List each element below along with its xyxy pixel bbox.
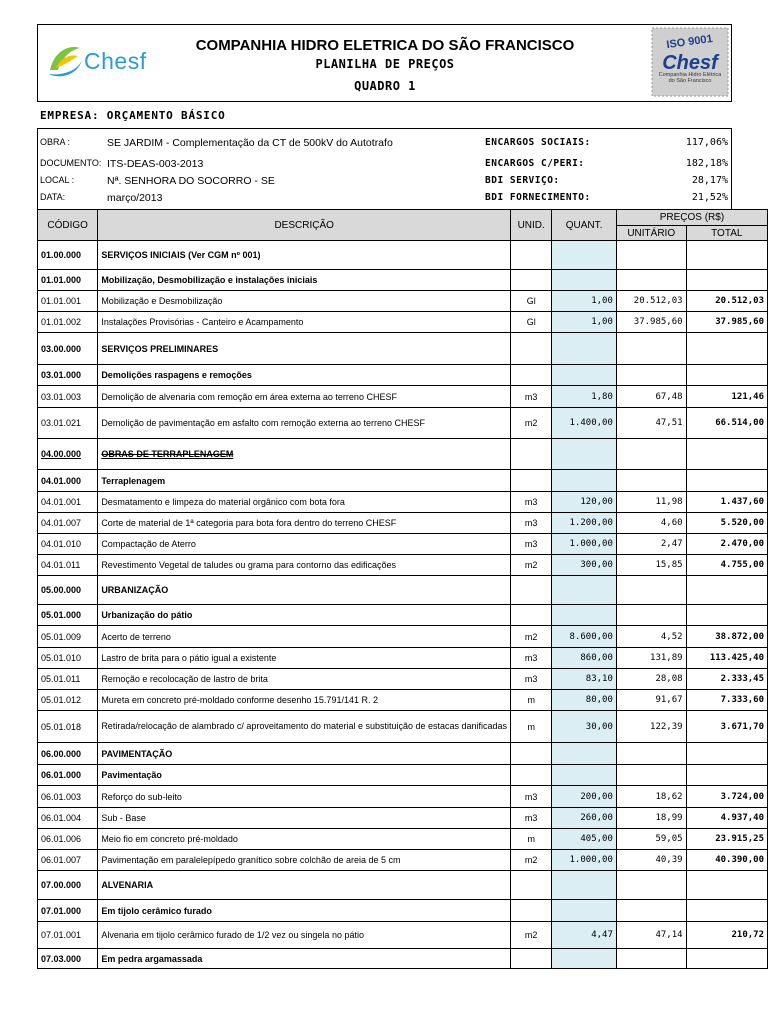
row-description: SERVIÇOS INICIAIS (Ver CGM nº 001) xyxy=(98,241,511,270)
row-description: Alvenaria em tijolo cerâmico furado de 1/2 vez ou singela no pátio xyxy=(98,922,511,949)
documento-value: ITS-DEAS-003-2013 xyxy=(107,158,204,170)
row-description: ALVENARIA xyxy=(98,871,511,900)
row-total: 38.872,00 xyxy=(686,626,767,648)
documento-label: DOCUMENTO: xyxy=(40,158,102,168)
row-code: 04.00.000 xyxy=(38,439,98,470)
row-description: Terraplenagem xyxy=(98,470,511,492)
row-code: 06.01.004 xyxy=(38,808,98,829)
row-code: 05.01.012 xyxy=(38,690,98,711)
row-code: 04.01.007 xyxy=(38,513,98,534)
row-total: 3.724,00 xyxy=(686,786,767,808)
row-total: 2.470,00 xyxy=(686,534,767,555)
bdi-fornecimento-value: 21,52% xyxy=(691,192,728,203)
row-total: 40.390,00 xyxy=(686,850,767,871)
info-block xyxy=(37,128,732,211)
row-unit-price xyxy=(616,270,686,291)
row-unit xyxy=(511,365,552,386)
table-row xyxy=(38,648,768,669)
seal-brand-text: Chesf xyxy=(662,52,718,74)
price-table xyxy=(37,209,768,969)
row-unit: Gl xyxy=(511,291,552,312)
row-description: SERVIÇOS PRELIMINARES xyxy=(98,333,511,365)
row-description: Mureta em concreto pré-moldado conforme desenho 15.791/141 R. 2 xyxy=(98,690,511,711)
row-total xyxy=(686,576,767,605)
row-total xyxy=(686,439,767,470)
row-description: Corte de material de 1ª categoria para bota fora dentro do terreno CHESF xyxy=(98,513,511,534)
header-quant: QUANT. xyxy=(552,210,617,241)
row-description: Mobilização, Desmobilização e instalações iniciais xyxy=(98,270,511,291)
row-unit: m2 xyxy=(511,922,552,949)
row-quantity: 1,00 xyxy=(552,312,617,333)
row-unit-price: 15,85 xyxy=(616,555,686,576)
logo-text: Chesf xyxy=(84,48,147,74)
row-unit xyxy=(511,605,552,626)
row-unit: m3 xyxy=(511,534,552,555)
row-unit xyxy=(511,871,552,900)
row-quantity xyxy=(552,439,617,470)
row-unit xyxy=(511,470,552,492)
row-total: 5.520,00 xyxy=(686,513,767,534)
row-unit-price xyxy=(616,470,686,492)
sheet-subtitle: PLANILHA DE PREÇOS xyxy=(315,57,455,71)
info-row-local xyxy=(38,172,731,190)
row-quantity: 120,00 xyxy=(552,492,617,513)
row-unit-price: 91,67 xyxy=(616,690,686,711)
row-unit-price: 122,39 xyxy=(616,711,686,743)
table-row xyxy=(38,626,768,648)
table-row xyxy=(38,743,768,765)
encargos-sociais-value: 117,06% xyxy=(685,137,728,148)
row-total xyxy=(686,900,767,922)
row-total: 210,72 xyxy=(686,922,767,949)
row-description: Urbanização do pátio xyxy=(98,605,511,626)
row-unit-price xyxy=(616,439,686,470)
row-total: 1.437,60 xyxy=(686,492,767,513)
row-code: 07.00.000 xyxy=(38,871,98,900)
row-description: Compactação de Aterro xyxy=(98,534,511,555)
row-code: 07.03.000 xyxy=(38,949,98,969)
row-total: 20.512,03 xyxy=(686,291,767,312)
row-quantity: 1,80 xyxy=(552,386,617,408)
row-unit: Gl xyxy=(511,312,552,333)
row-unit-price: 2,47 xyxy=(616,534,686,555)
row-total: 4.937,40 xyxy=(686,808,767,829)
row-description: Sub - Base xyxy=(98,808,511,829)
quadro-title: QUADRO 1 xyxy=(354,79,416,93)
row-unit-price: 18,62 xyxy=(616,786,686,808)
row-quantity: 1,00 xyxy=(552,291,617,312)
header-unid: UNID. xyxy=(511,210,552,241)
row-unit xyxy=(511,576,552,605)
row-unit-price: 47,51 xyxy=(616,408,686,439)
row-total: 23.915,25 xyxy=(686,829,767,850)
table-row xyxy=(38,333,768,365)
row-quantity: 405,00 xyxy=(552,829,617,850)
row-total xyxy=(686,365,767,386)
row-quantity xyxy=(552,765,617,786)
row-unit-price xyxy=(616,743,686,765)
row-description: Demolição de alvenaria com remoção em área externa ao terreno CHESF xyxy=(98,386,511,408)
row-code: 01.01.002 xyxy=(38,312,98,333)
row-quantity xyxy=(552,333,617,365)
encargos-peri-label: ENCARGOS C/PERI: xyxy=(485,158,585,169)
header-codigo: CÓDIGO xyxy=(38,210,98,241)
row-total: 4.755,00 xyxy=(686,555,767,576)
row-code: 03.00.000 xyxy=(38,333,98,365)
row-unit: m3 xyxy=(511,669,552,690)
row-description: Em pedra argamassada xyxy=(98,949,511,969)
row-code: 05.01.009 xyxy=(38,626,98,648)
bdi-servico-value: 28,17% xyxy=(691,175,728,186)
table-row xyxy=(38,669,768,690)
row-unit: m3 xyxy=(511,648,552,669)
row-quantity: 1.000,00 xyxy=(552,534,617,555)
row-unit xyxy=(511,270,552,291)
row-description: URBANIZAÇÃO xyxy=(98,576,511,605)
row-unit xyxy=(511,949,552,969)
info-row-documento xyxy=(38,155,731,173)
row-unit-price xyxy=(616,900,686,922)
empresa-label: EMPRESA: ORÇAMENTO BÁSICO xyxy=(40,109,226,122)
company-title: COMPANHIA HIDRO ELETRICA DO SÃO FRANCISCO xyxy=(195,37,575,54)
row-quantity: 1.400,00 xyxy=(552,408,617,439)
row-unit-price: 4,60 xyxy=(616,513,686,534)
seal-iso-text: ISO 9001 xyxy=(665,32,714,52)
row-total: 121,46 xyxy=(686,386,767,408)
row-quantity xyxy=(552,470,617,492)
row-unit-price xyxy=(616,765,686,786)
row-total xyxy=(686,949,767,969)
row-unit-price xyxy=(616,333,686,365)
row-description: Retirada/relocação de alambrado c/ aproveitamento do material e substituição de estacas danificadas xyxy=(98,711,511,743)
row-unit-price: 59,05 xyxy=(616,829,686,850)
row-code: 07.01.000 xyxy=(38,900,98,922)
iso-seal-icon xyxy=(651,27,729,97)
row-quantity xyxy=(552,365,617,386)
row-total xyxy=(686,871,767,900)
row-total: 7.333,60 xyxy=(686,690,767,711)
row-description: Acerto de terreno xyxy=(98,626,511,648)
row-quantity: 8.600,00 xyxy=(552,626,617,648)
row-quantity xyxy=(552,241,617,270)
table-row xyxy=(38,850,768,871)
table-row xyxy=(38,900,768,922)
row-unit xyxy=(511,241,552,270)
row-unit-price: 20.512,03 xyxy=(616,291,686,312)
row-description: Instalações Provisórias - Canteiro e Acampamento xyxy=(98,312,511,333)
row-unit: m xyxy=(511,829,552,850)
seal-caption: Companhia Hidro Elétrica do São Francisco xyxy=(658,72,722,84)
row-code: 05.00.000 xyxy=(38,576,98,605)
row-total: 37.985,60 xyxy=(686,312,767,333)
encargos-sociais-label: ENCARGOS SOCIAIS: xyxy=(485,137,591,148)
row-quantity xyxy=(552,949,617,969)
row-code: 04.01.010 xyxy=(38,534,98,555)
row-total xyxy=(686,470,767,492)
row-code: 06.01.003 xyxy=(38,786,98,808)
row-code: 01.00.000 xyxy=(38,241,98,270)
row-unit-price xyxy=(616,949,686,969)
row-unit: m3 xyxy=(511,513,552,534)
table-row xyxy=(38,312,768,333)
row-code: 07.01.001 xyxy=(38,922,98,949)
header-total: TOTAL xyxy=(686,226,767,241)
table-row xyxy=(38,386,768,408)
bdi-servico-label: BDI SERVIÇO: xyxy=(485,175,560,186)
row-quantity: 1.200,00 xyxy=(552,513,617,534)
row-quantity: 80,00 xyxy=(552,690,617,711)
row-unit-price xyxy=(616,241,686,270)
table-row xyxy=(38,291,768,312)
table-row xyxy=(38,513,768,534)
row-code: 03.01.000 xyxy=(38,365,98,386)
row-description: Pavimentação xyxy=(98,765,511,786)
table-row xyxy=(38,408,768,439)
row-unit xyxy=(511,900,552,922)
row-unit: m xyxy=(511,690,552,711)
header-unitario: UNITÁRIO xyxy=(616,226,686,241)
row-description: Demolições raspagens e remoções xyxy=(98,365,511,386)
row-unit-price: 131,89 xyxy=(616,648,686,669)
row-quantity xyxy=(552,743,617,765)
row-total: 66.514,00 xyxy=(686,408,767,439)
row-unit-price xyxy=(616,365,686,386)
table-row xyxy=(38,270,768,291)
row-code: 05.01.000 xyxy=(38,605,98,626)
obra-label: OBRA : xyxy=(40,137,71,147)
bdi-fornecimento-label: BDI FORNECIMENTO: xyxy=(485,192,591,203)
table-row xyxy=(38,576,768,605)
row-total: 113.425,40 xyxy=(686,648,767,669)
row-quantity xyxy=(552,605,617,626)
row-total: 2.333,45 xyxy=(686,669,767,690)
row-unit xyxy=(511,439,552,470)
row-unit xyxy=(511,743,552,765)
row-code: 03.01.003 xyxy=(38,386,98,408)
row-quantity xyxy=(552,900,617,922)
row-description: Meio fio em concreto pré-moldado xyxy=(98,829,511,850)
row-unit-price: 28,08 xyxy=(616,669,686,690)
row-quantity: 1.000,00 xyxy=(552,850,617,871)
row-total xyxy=(686,270,767,291)
table-row xyxy=(38,365,768,386)
row-code: 05.01.018 xyxy=(38,711,98,743)
row-unit-price: 47,14 xyxy=(616,922,686,949)
row-total xyxy=(686,241,767,270)
row-total xyxy=(686,605,767,626)
table-row xyxy=(38,949,768,969)
info-row-obra xyxy=(38,134,731,152)
row-unit: m2 xyxy=(511,850,552,871)
table-row xyxy=(38,241,768,270)
row-unit-price: 37.985,60 xyxy=(616,312,686,333)
row-code: 06.01.006 xyxy=(38,829,98,850)
row-quantity: 300,00 xyxy=(552,555,617,576)
row-unit-price: 4,52 xyxy=(616,626,686,648)
row-quantity: 860,00 xyxy=(552,648,617,669)
table-row xyxy=(38,786,768,808)
table-row xyxy=(38,492,768,513)
info-row-data xyxy=(38,189,731,207)
row-unit: m3 xyxy=(511,786,552,808)
row-unit: m3 xyxy=(511,808,552,829)
row-code: 06.01.000 xyxy=(38,765,98,786)
row-total xyxy=(686,743,767,765)
local-value: Nª. SENHORA DO SOCORRO - SE xyxy=(107,175,275,187)
row-code: 04.01.000 xyxy=(38,470,98,492)
row-quantity xyxy=(552,576,617,605)
row-unit-price: 40,39 xyxy=(616,850,686,871)
row-code: 04.01.011 xyxy=(38,555,98,576)
row-quantity xyxy=(552,871,617,900)
row-description: Em tijolo cerâmico furado xyxy=(98,900,511,922)
row-unit xyxy=(511,333,552,365)
row-total xyxy=(686,765,767,786)
row-code: 01.01.000 xyxy=(38,270,98,291)
table-row xyxy=(38,534,768,555)
row-description: Lastro de brita para o pátio igual a existente xyxy=(98,648,511,669)
row-code: 01.01.001 xyxy=(38,291,98,312)
row-code: 03.01.021 xyxy=(38,408,98,439)
row-unit: m2 xyxy=(511,555,552,576)
row-unit: m3 xyxy=(511,386,552,408)
table-row xyxy=(38,808,768,829)
table-row xyxy=(38,605,768,626)
row-description: Remoção e recolocação de lastro de brita xyxy=(98,669,511,690)
table-row xyxy=(38,555,768,576)
data-value: março/2013 xyxy=(107,192,163,204)
row-quantity: 4,47 xyxy=(552,922,617,949)
table-row xyxy=(38,690,768,711)
row-unit-price xyxy=(616,576,686,605)
table-row xyxy=(38,922,768,949)
row-unit-price: 18,99 xyxy=(616,808,686,829)
row-unit xyxy=(511,765,552,786)
table-row xyxy=(38,829,768,850)
row-unit: m2 xyxy=(511,408,552,439)
table-row xyxy=(38,871,768,900)
row-quantity: 260,00 xyxy=(552,808,617,829)
row-description: Desmatamento e limpeza do material orgânico com bota fora xyxy=(98,492,511,513)
row-description: Pavimentação em paralelepípedo granítico sobre colchão de areia de 5 cm xyxy=(98,850,511,871)
row-unit-price: 11,98 xyxy=(616,492,686,513)
table-row xyxy=(38,470,768,492)
row-unit: m2 xyxy=(511,626,552,648)
row-unit-price xyxy=(616,871,686,900)
row-code: 06.00.000 xyxy=(38,743,98,765)
row-unit: m3 xyxy=(511,492,552,513)
encargos-peri-value: 182,18% xyxy=(685,158,728,169)
header-precos: PREÇOS (R$) xyxy=(616,210,767,226)
header-descricao: DESCRIÇÃO xyxy=(98,210,511,241)
row-quantity xyxy=(552,270,617,291)
row-description: Reforço do sub-leito xyxy=(98,786,511,808)
row-unit: m xyxy=(511,711,552,743)
row-description: Demolição de pavimentação em asfalto com remoção externa ao terreno CHESF xyxy=(98,408,511,439)
row-code: 04.01.001 xyxy=(38,492,98,513)
row-total xyxy=(686,333,767,365)
row-code: 05.01.011 xyxy=(38,669,98,690)
table-row xyxy=(38,711,768,743)
data-label: DATA: xyxy=(40,192,66,202)
row-quantity: 83,10 xyxy=(552,669,617,690)
row-description: PAVIMENTAÇÃO xyxy=(98,743,511,765)
table-row xyxy=(38,439,768,470)
row-code: 06.01.007 xyxy=(38,850,98,871)
local-label: LOCAL : xyxy=(40,175,75,185)
row-unit-price xyxy=(616,605,686,626)
row-description: OBRAS DE TERRAPLENAGEM xyxy=(98,439,511,470)
obra-value: SE JARDIM - Complementação da CT de 500kV do Autotrafo xyxy=(107,137,393,149)
row-code: 05.01.010 xyxy=(38,648,98,669)
row-quantity: 30,00 xyxy=(552,711,617,743)
row-description: Revestimento Vegetal de taludes ou grama para contorno das edificações xyxy=(98,555,511,576)
table-row xyxy=(38,765,768,786)
row-quantity: 200,00 xyxy=(552,786,617,808)
row-total: 3.671,70 xyxy=(686,711,767,743)
row-unit-price: 67,48 xyxy=(616,386,686,408)
row-description: Mobilização e Desmobilização xyxy=(98,291,511,312)
